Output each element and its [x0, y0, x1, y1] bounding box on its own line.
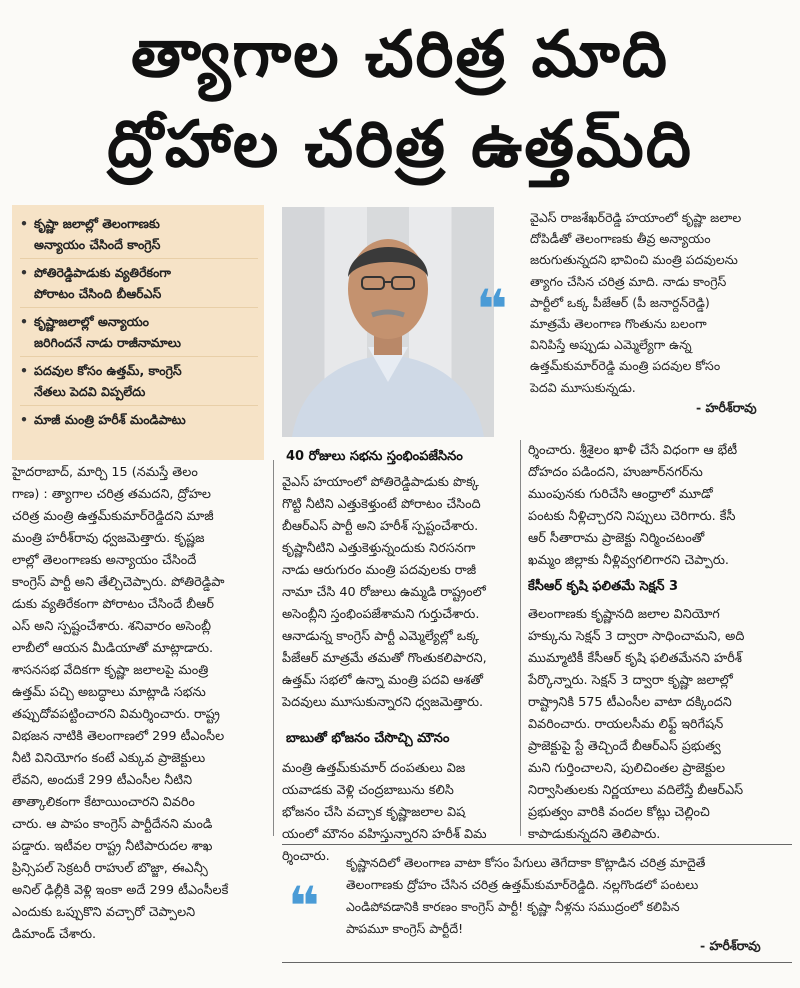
- bullet-dot-icon: •: [20, 314, 28, 329]
- column-3-text-1: ర్శించారు. శ్రీశైలం ఖాళీ చేసే విధంగా ఆ భేటీ దోహదం పడిందని, హుజూర్‌నగర్‌ను ముంపునకు గురిచేసి ఆంధ్రాలో మూడో పంటకు నీళ్లిచ్చారని నిప్పులు చెరిగారు. కేసీ ఆర్ సీతారామ ప్రాజెక్టు నిర్మించటంతో ఖమ్మం జిల్లాకు నీళ్లివ్వగలిగారని చెప్పారు.: [528, 443, 738, 568]
- bullet-dot-icon: •: [20, 216, 28, 231]
- top-quote-text: వైఎస్ రాజశేఖర్‌రెడ్డి హయాంలో కృష్ణా జలాల దోపిడీతో తెలంగాణకు తీవ్ర అన్యాయం జరుగుతున్నదని భావించి మంత్రి పదవులను త్యాగం చేసిన చరిత్ర మాది. నాడు కాంగ్రెస్ పార్టీలో ఒక్క పీజేఆర్ (పీ జనార్దన్‌రెడ్డి) మాత్రమే తెలంగాణ గొంతును బలంగా వినిపిస్తే అప్పుడు ఎమ్మెల్యేగా ఉన్న ఉత్తమ్‌కుమార్‌రెడ్డి మంత్రి పదవుల కోసం పెదవి మూసుకున్నడు.: [530, 210, 742, 395]
- column-2-text-1: వైఎస్ హయాంలో పోతిరెడ్డిపాడుకు పొక్క గొట్టి నీటిని ఎత్తుకెళ్తుంటే పోరాటం చేసింది బీఆర్‌ఎస్ పార్టీ అని హరీశ్ స్పష్టంచేశారు. కృష్ణానీటిని ఎత్తుకెళ్తున్నందుకు నిరసనగా నాడు ఆరుగురం మంత్రి పదవులకు రాజీ నామా చేసి 40 రోజులు ఉమ్మడి రాష్ట్రంలో అసెంబ్లీని స్తంభింపజేశామని గుర్తుచేశారు. ఆనాడున్న కాంగ్రెస్ పార్టీ ఎమ్మెల్యేల్లో ఒక్క పీజేఆర్ మాత్రమే తమతో గొంతుకలిపారని, ఉత్తమ్ సభలో ఉన్నా మంత్రి పదవి ఆశతో పెదవులు మూసుకున్నారని ధ్వజమెత్తారు.: [282, 475, 487, 710]
- bullet-dot-icon: •: [20, 265, 28, 280]
- column-rule: [520, 440, 521, 836]
- headline-line-2: ద్రోహాల చరిత్ర ఉత్తమ్‌ది: [107, 108, 693, 182]
- quote-icon: ❝: [288, 875, 320, 938]
- person-illustration: [282, 207, 494, 437]
- top-pull-quote: [476, 205, 796, 435]
- column-3-text-2: తెలంగాణకు కృష్ణానది జలాల వినియోగ హక్కును సెక్షన్ 3 ద్వారా సాధించామని, అది ముమ్మాటికీ కేసీఆర్ కృషి ఫలితమేనని హరీశ్ పేర్కొన్నారు. సెక్షన్ 3 ద్వారా కృష్ణా జలాల్లో రాష్ట్రానికి 575 టీఎంసీల వాటా దక్కిందని వివరించారు. రాయలసీమ లిఫ్ట్ ఇరిగేషన్ ప్రాజెక్టుపై స్టే తెచ్చిందే బీఆర్‌ఎస్ ప్రభుత్వ మని గుర్తించాలని, పులిచింతల ప్రాజెక్టుల నిర్వాసితులకు నిర్ణయాలు వదిలేస్తే బీఆర్‌ఎస్ ప్రభుత్వం వారికి వందల కోట్లు చెల్లించి కాపాడుకున్నదని తెలిపారు.: [528, 607, 745, 842]
- top-quote-signature: - హరీశ్‌రావు: [696, 400, 757, 415]
- quote-icon: ❝: [476, 278, 508, 341]
- highlight-item: • పదవుల కోసం ఉత్తమ్, కాంగ్రెస్ నేతలు పెదవి విప్పలేదు: [20, 356, 258, 402]
- bullet-dot-icon: •: [20, 412, 28, 427]
- column-2-text-2: మంత్రి ఉత్తమ్‌కుమార్ దంపతులు విజ యవాడకు వెళ్లి చంద్రబాబును కలిసి భోజనం చేసి వచ్చాక కృష్ణాజలాల విష యంలో మౌనం వహిస్తున్నారని హరీశ్ విమ ర్శించారు.: [282, 761, 487, 864]
- headline-line-1: త్యాగాల చరిత్ర మాది: [131, 18, 669, 92]
- highlight-item: • కృష్ణా జలాల్లో తెలంగాణకు అన్యాయం చేసిందే కాంగ్రెస్: [20, 213, 258, 255]
- highlights-box: [12, 205, 264, 460]
- bottom-quote-text: కృష్ణానదిలో తెలంగాణ వాటా కోసం పేగులు తెగేదాకా కొట్లాడిన చరిత్ర మాదైతే తెలంగాణకు ద్రోహం చేసిన చరిత్ర ఉత్తమ్‌కుమార్‌రెడ్డిది. నల్లగొండలో పంటలు ఎండిపోవడానికి కారణం కాంగ్రెస్ పార్టీ! కృష్ణా నీళ్లను సముద్రంలో కలిపిన పాపమూ కాంగ్రెస్ పార్టీదే!: [346, 855, 706, 936]
- bullet-dot-icon: •: [20, 363, 28, 378]
- quote-rule-bottom: [282, 962, 792, 963]
- subhead-1: 40 రోజులు సభను స్తంభింపజేసినం: [286, 449, 463, 464]
- highlight-item: • కృష్ణాజలాల్లో అన్యాయం జరిగిందనే నాడు రాజీనామాలు: [20, 307, 258, 353]
- column-1-text: హైదరాబాద్, మార్చి 15 (నమస్తే తెలం గాణ) : త్యాగాల చరిత్ర తమదని, ద్రోహల చరిత్ర మంత్రి ఉత్తమ్‌కుమార్‌రెడ్డిదని మాజీ మంత్రి హరీశ్‌రావు ధ్వజమెత్తారు. కృష్ణజ లాల్లో తెలంగాణకు అన్యాయం చేసిందే కాంగ్రెస్ పార్టీ అని తేల్చిచెప్పారు. పోతిరెడ్డిపా డుకు వ్యతిరేకంగా పోరాటం చేసిందే బీఆర్ ఎస్ అని స్పష్టంచేశారు. శనివారం అసెంబ్లీ లాబీలో ఆయన మీడియాతో మాట్లాడారు. శాసనసభ వేదికగా కృష్ణా జలాలపై మంత్రి ఉత్తమ్ పచ్చి అబద్ధాలు మాట్లాడి సభను తప్పుదోవపట్టించారని విమర్శించారు. రాష్ట్ర విభజన నాటికి తెలంగాణలో 299 టీఎంసీల నీటి వినియోగం కంటే ఎక్కువ ప్రాజెక్టులు లేవని, అందుకే 299 టీఎంసీల నీటిని తాత్కాలికంగా కేటాయించారని వివరిం చారు. ఆ పాపం కాంగ్రెస్ పార్టీదేనని మండి పడ్డారు. ఇటీవల రాష్ట్ర నీటిపారుదల శాఖ ప్రిన్సిపల్ సెక్రటరీ రాహుల్ బొజ్జా, ఈఎన్సీ అనిల్ ఢిల్లీకి వెళ్లి ఇంకా అదే 299 టీఎంసీలకే ఎందుకు ఒప్పుకొని వచ్చారో చెప్పాలని డిమాండ్ చేశారు.: [12, 465, 229, 942]
- portrait-photo: [282, 207, 494, 437]
- highlight-item: • మాజీ మంత్రి హరీశ్ మండిపాటు: [20, 405, 258, 430]
- highlight-item: • పోతిరెడ్డిపాడుకు వ్యతిరేకంగా పోరాటం చేసింది బీఆర్‌ఎస్: [20, 258, 258, 304]
- column-rule: [273, 460, 274, 836]
- subhead-2: బాబుతో భోజనం చేసొచ్చి మౌనం: [286, 731, 450, 746]
- bottom-quote-signature: - హరీశ్‌రావు: [700, 938, 761, 953]
- quote-rule-top: [282, 844, 792, 845]
- subhead-3: కేసీఆర్ కృషి ఫలితమే సెక్షన్ 3: [528, 579, 679, 594]
